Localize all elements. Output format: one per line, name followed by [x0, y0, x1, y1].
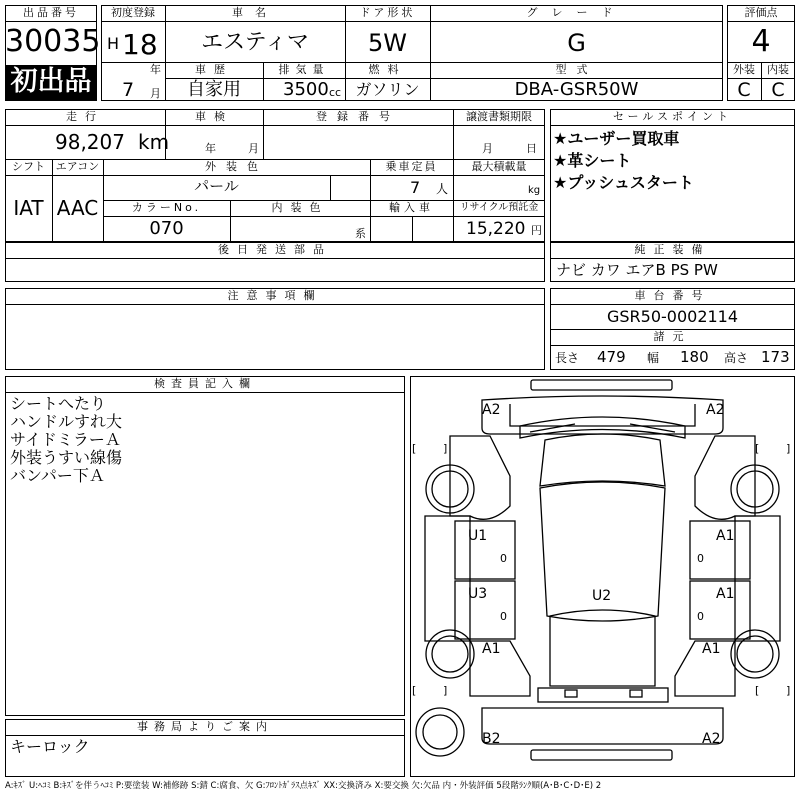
door-type-value: 5W [368, 29, 407, 57]
first-reg-year: 18 [122, 28, 158, 61]
sales-point-3: ★プッシュスタート [553, 173, 694, 192]
color-no-value: 070 [149, 218, 184, 239]
mark-front-left: A2 [482, 402, 501, 418]
ext-color-label: 外装色 [205, 160, 268, 173]
aircon-value: AAC [56, 196, 99, 220]
inspector-line-2: ハンドルすれ大 [10, 412, 123, 431]
dimensions-label: 諸元 [653, 330, 692, 343]
inspection-year-unit: 年 [205, 142, 216, 155]
max-load-label: 最大積載量 [471, 160, 527, 173]
car-name-label: 車名 [232, 6, 278, 19]
mark-right-rear-fender: A1 [702, 641, 721, 657]
recycle-label: リサイクル預託金 [459, 202, 539, 213]
model-code-label: 型式 [555, 63, 598, 76]
inspector-line-3: サイドミラーＡ [10, 430, 121, 449]
capacity-value: 7 [410, 178, 421, 197]
history-value: 自家用 [187, 79, 241, 100]
inspector-line-1: シートへたり [10, 394, 107, 413]
bracket-right-2-close: ] [786, 684, 791, 697]
shift-value: IAT [13, 196, 44, 220]
aircon-label: エアコン [55, 160, 100, 173]
first-reg-label: 初度登録 [111, 6, 155, 19]
capacity-unit: 人 [436, 182, 449, 196]
ext-label: 外装 [733, 63, 755, 76]
door-type-label: ドア形状 [359, 6, 416, 19]
lot-number: 30035 [5, 24, 101, 59]
bracket-left-1-open: [ [412, 442, 417, 455]
fuel-value: ガソリン [355, 80, 420, 99]
height-value: 173 [761, 348, 790, 366]
inspection-label: 車検 [195, 110, 233, 123]
bracket-left-1-close: ] [443, 442, 448, 455]
mark-left-rear-door: U3 [468, 586, 488, 602]
mark-right-rear-door: A1 [716, 586, 735, 602]
chassis-value: GSR50-0002114 [606, 307, 739, 326]
width-label: 幅 [647, 351, 660, 365]
first-reg-month-unit: 月 [150, 87, 161, 100]
sales-point-2: ★革シート [553, 151, 632, 170]
office-value: キーロック [10, 737, 90, 756]
door-zero-lf: 0 [500, 552, 507, 565]
mark-right-front-door: A1 [716, 528, 735, 544]
grade-value: G [567, 29, 586, 57]
office-label: 事務局よりご案内 [137, 720, 273, 733]
shift-label: シフト [12, 160, 45, 173]
mark-rear-left: B2 [482, 731, 501, 747]
transfer-month-unit: 月 [482, 142, 493, 155]
mileage-unit: km [138, 130, 170, 154]
first-reg-year-unit: 年 [150, 63, 161, 76]
displacement-label: 排気量 [278, 63, 330, 76]
width-value: 180 [680, 348, 709, 366]
first-reg-era: H [107, 34, 120, 53]
legend: A:ｷｽﾞ U:ﾍｺﾐ B:ｷｽﾞを伴うﾍｺﾐ P:要塗装 W:補修跡 S:錆 C:腐食、欠 G:ﾌﾛﾝﾄｶﾞﾗｽ点ｷｽﾞ XX:交換済み X:要交換 欠:欠品 内・外装評価 5段階ﾗﾝｸ順(A･B･C･D･E) 2 [5, 781, 602, 791]
inspector-line-4: 外装うすい線傷 [10, 448, 123, 467]
bracket-left-2-open: [ [412, 684, 417, 697]
import-label: 輸入車 [389, 201, 434, 214]
model-code-value: DBA-GSR50W [514, 79, 639, 100]
mileage-value: 98,207 [55, 130, 125, 154]
mark-roof: U2 [592, 588, 612, 604]
height-label: 高さ [724, 351, 749, 365]
car-name-value: エスティマ [201, 30, 309, 55]
int-color-unit: 系 [355, 227, 366, 240]
inspector-line-5: バンパー下Ａ [10, 466, 105, 485]
int-color-label: 内装色 [271, 201, 329, 214]
mark-rear-right: A2 [702, 731, 721, 747]
equipment-value: ナビ カワ エアB PS PW [556, 261, 718, 279]
recycle-unit: 円 [531, 224, 542, 237]
evaluation-value: 4 [751, 24, 771, 59]
grade-label: グレード [526, 6, 627, 19]
displacement-unit: cc [329, 86, 342, 99]
chassis-label: 車台番号 [634, 289, 711, 302]
transfer-day-unit: 日 [526, 142, 537, 155]
int-label: 内装 [767, 63, 789, 76]
mark-left-front-door: U1 [468, 528, 488, 544]
mark-left-rear-fender: A1 [482, 641, 501, 657]
bracket-right-2-open: [ [755, 684, 760, 697]
equipment-label: 純正装備 [634, 243, 711, 256]
bracket-left-2-close: ] [443, 684, 448, 697]
sales-point-1: ★ユーザー買取車 [553, 129, 680, 148]
max-load-unit: kg [528, 185, 541, 196]
later-parts-label: 後日発送部品 [218, 243, 332, 256]
capacity-label: 乗車定員 [385, 160, 438, 173]
first-listing-text: 初出品 [10, 66, 92, 97]
fuel-label: 燃料 [368, 63, 407, 76]
int-value: C [771, 79, 785, 101]
displacement-value: 3500 [283, 79, 329, 100]
first-reg-month: 7 [122, 79, 135, 101]
notes-label: 注意事項欄 [227, 289, 323, 302]
transfer-docs-label: 譲渡書類期限 [466, 110, 532, 123]
evaluation-label: 評価点 [744, 6, 778, 19]
sales-points-label: セールスポイント [612, 110, 732, 123]
bracket-right-1-close: ] [786, 442, 791, 455]
recycle-value: 15,220 [466, 219, 526, 239]
length-label: 長さ [555, 351, 580, 365]
registration-no-label: 登録番号 [316, 110, 400, 123]
car-diagram [410, 376, 795, 777]
inspector-label: 検査員記入欄 [154, 377, 256, 390]
door-zero-rr: 0 [697, 610, 704, 623]
length-value: 479 [597, 348, 626, 366]
mileage-label: 走行 [66, 110, 104, 123]
bracket-right-1-open: [ [755, 442, 760, 455]
ext-color-value: パール [194, 177, 239, 195]
door-zero-lr: 0 [500, 610, 507, 623]
lot-label: 出品番号 [23, 6, 79, 19]
inspection-month-unit: 月 [248, 142, 259, 155]
history-label: 車歴 [195, 63, 233, 76]
mark-front-right: A2 [706, 402, 725, 418]
ext-value: C [737, 79, 751, 101]
door-zero-rf: 0 [697, 552, 704, 565]
color-no-label: カラーNo. [131, 201, 202, 214]
